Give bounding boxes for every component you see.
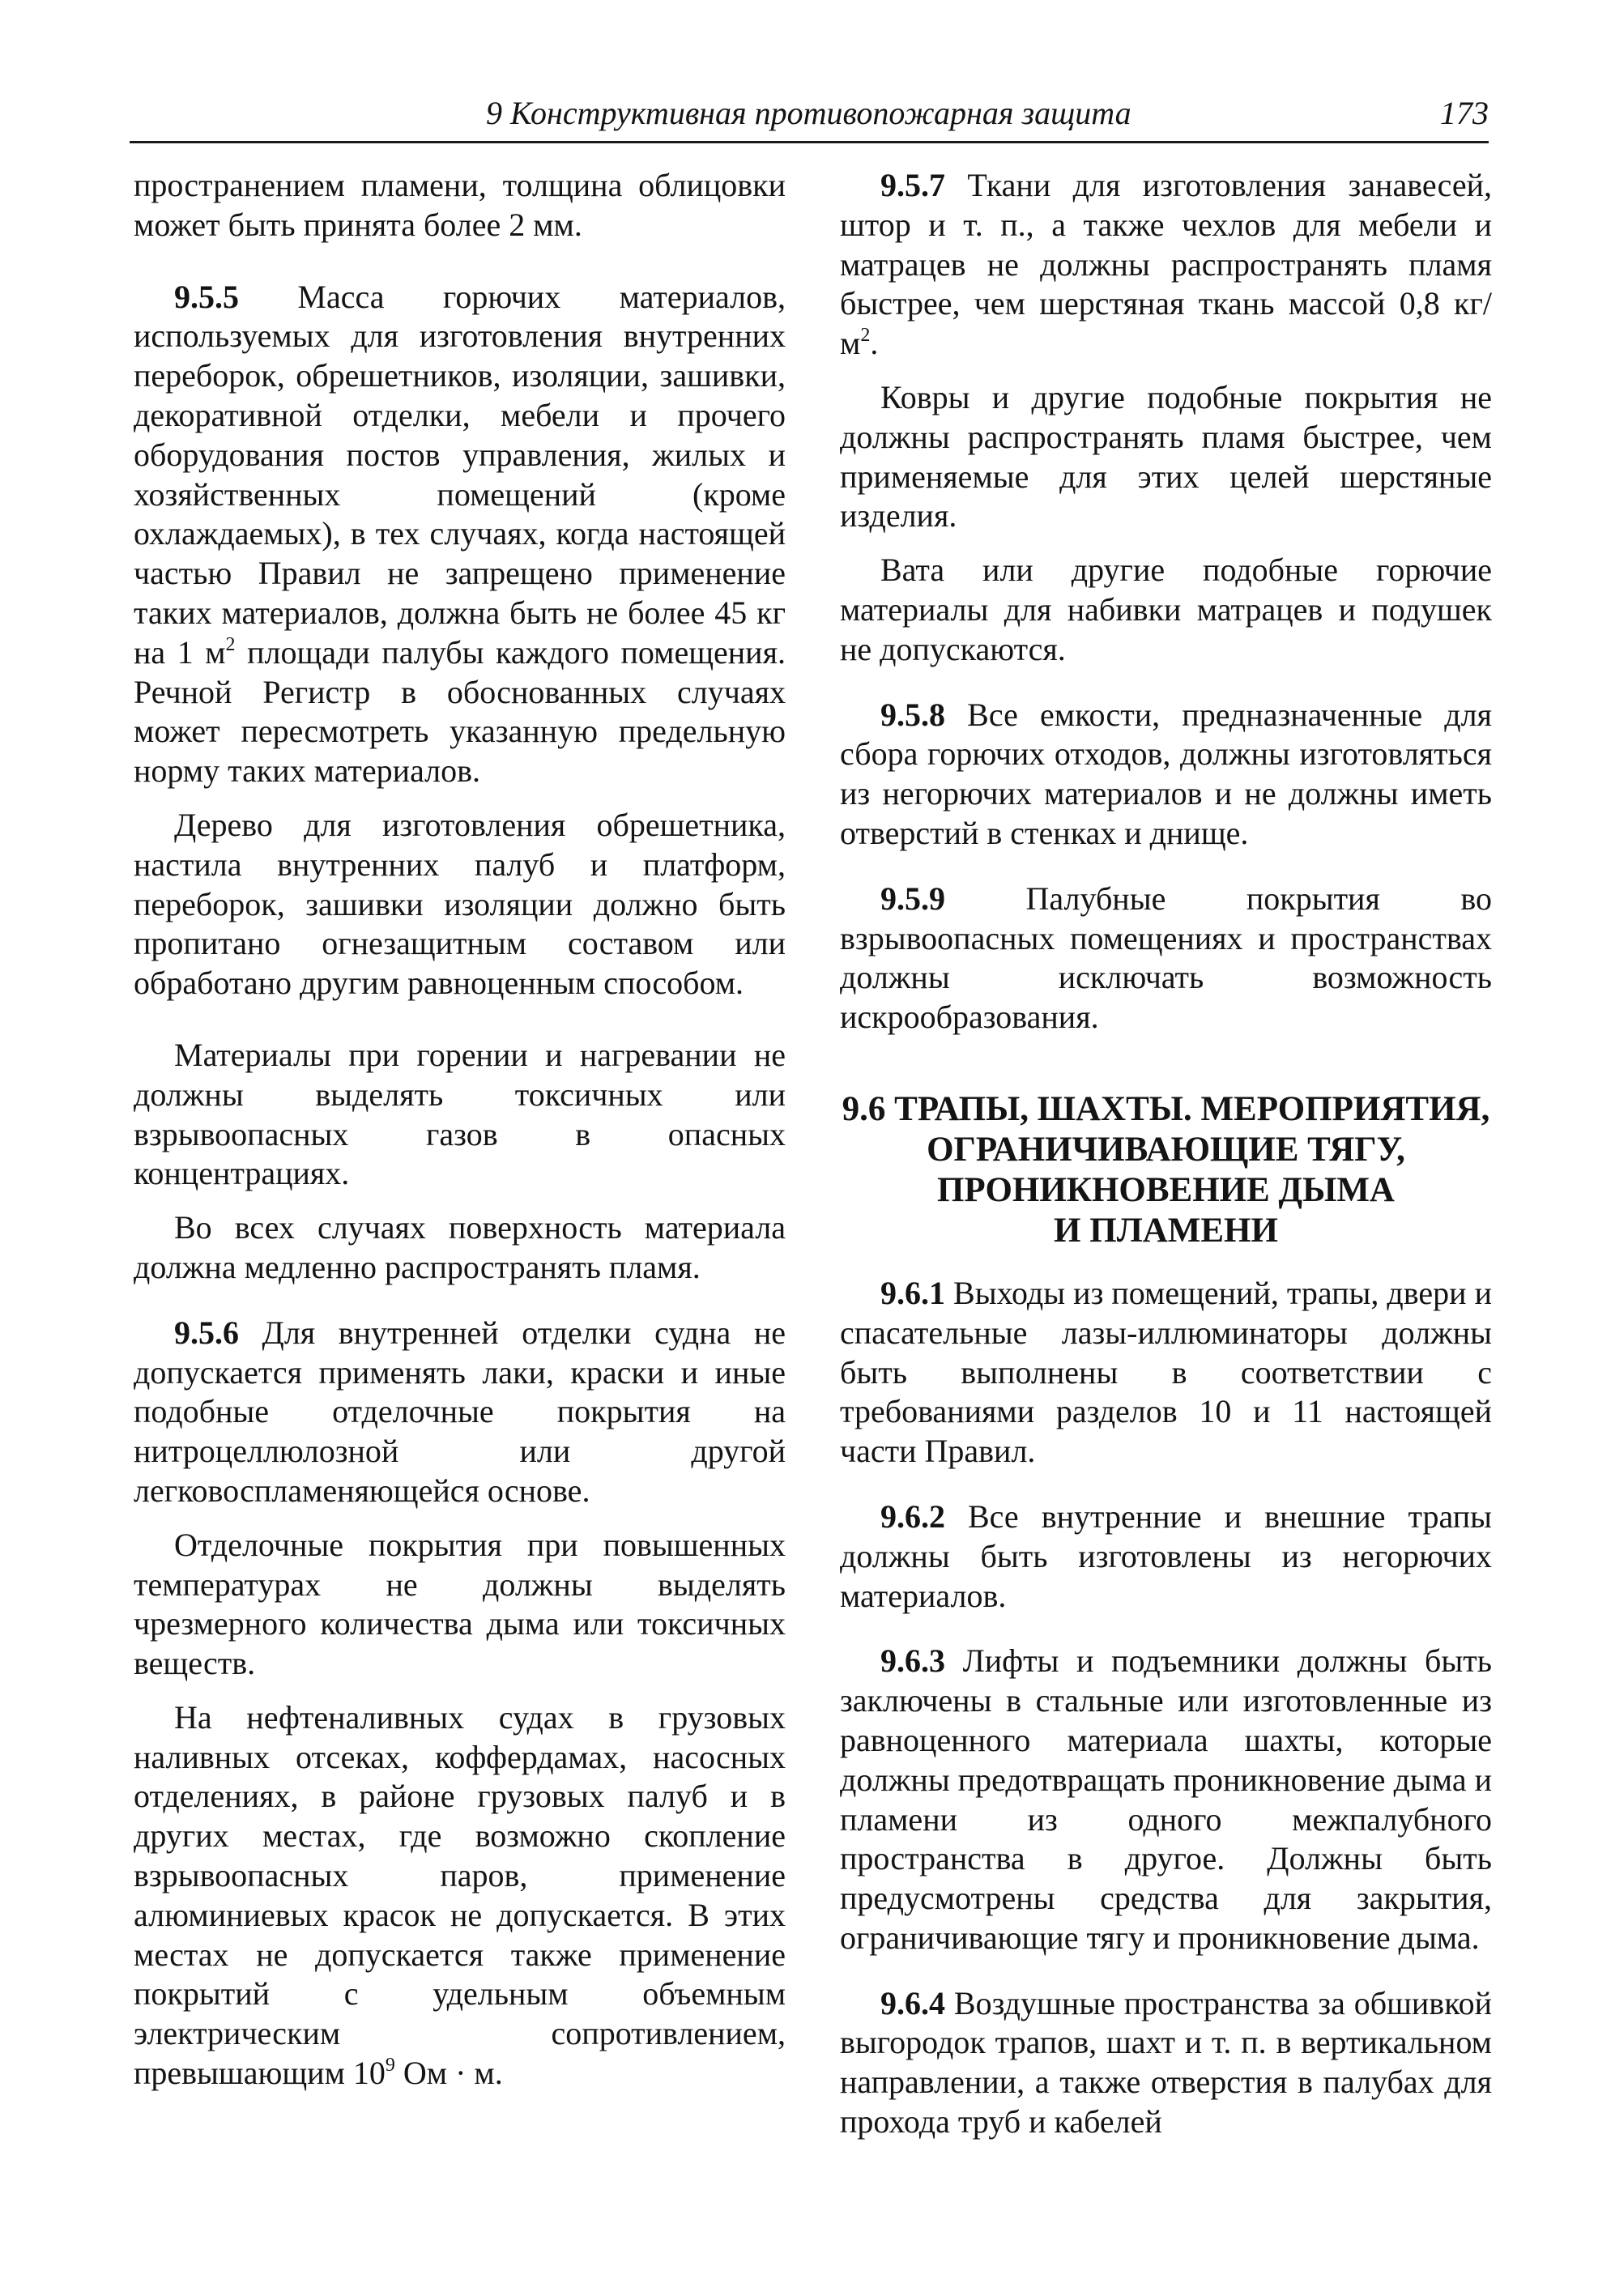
clause-9-5-6: 9.5.6 Для внутренней отделки судна не допускается применять лаки, краски и иные подобные отделочные покрытия на нитроцеллюлозной или другой легковоспламеняющейся основе. [134,1314,786,1509]
paragraph-finish: Отделочные покрытия при повышенных температурах не должны выделять чрезмерного количества дыма или токсичных веществ. [134,1526,786,1682]
clause-9-6-3: 9.6.3 Лифты и подъемники должны быть заключены в стальные или изготовленные из равноценного материала шахты, которые должны предотвращать проникновение дыма и пламени из одного межпалубного пространства в другое. Должны быть предусмотрены средства для закрытия, ограничивающие тягу и проникновение дыма. [840,1642,1492,1956]
clause-9-5-9: 9.5.9 Палубные покрытия во взрывоопасных помещениях и пространствах должны исключать возможность искрообразования. [840,880,1492,1036]
paragraph-surface: Во всех случаях поверхность материала должна медленно распространять пламя. [134,1209,786,1285]
clause-9-6-4: 9.6.4 Воздушные пространства за обшивкой выгородок трапов, шахт и т. п. в вертикальном направлении, а также отверстия в палубах для прохода труб и кабелей [840,1984,1492,2141]
page-number: 173 [1440,95,1489,131]
clause-number: 9.5.7 [880,167,945,203]
clause-number: 9.5.9 [880,880,945,917]
clause-9-5-8: 9.5.8 Все емкости, предназначенные для сбора горючих отходов, должны изготовляться из негорючих материалов и не должны иметь отверстий в стенках и днище. [840,696,1492,851]
clause-number: 9.5.5 [174,278,239,315]
clause-number: 9.6.1 [880,1274,945,1311]
header-title: 9 Конструктивная противопожарная защита [486,95,1131,131]
paragraph-wool: Вата или другие подобные горючие материалы для набивки матрацев и подушек не допускаются. [840,552,1492,667]
clause-9-6-2: 9.6.2 Все внутренние и внешние трапы должны быть изготовлены из негорючих материалов. [840,1497,1492,1614]
clause-9-6-1: 9.6.1 Выходы из помещений, трапы, двери и спасательные лазы-иллюминаторы должны быть выполнены в соответствии с требованиями разделов 10 и 11 настоящей части Правил. [840,1274,1492,1470]
clause-9-5-7: 9.5.7 Ткани для изготовления занавесей, штор и т. п., а также чехлов для мебели и матрацев не должны распространять пламя быстрее, чем шерстяная ткань массой 0,8 $кг/м^2$. [840,167,1492,362]
clause-number: 9.6.4 [880,1984,945,2021]
clause-number: 9.6.2 [880,1497,945,1535]
clause-9-5-5: 9.5.5 Масса горючих материалов, используемых для изготовления внутренних переборок, обрешетников, изоляции, зашивки, декоративной отделки, мебели и прочего оборудования постов управления, жилых и хозяйственных помещений (кроме охлаждаемых), в тех случаях, когда настоящей частью Правил не запрещено применение таких материалов, должна быть не более 45 кг на 1 $м^2$ площади палубы каждого помещения. Речной Регистр в обоснованных случаях может пересмотреть указанную предельную норму таких материалов. [134,278,786,790]
paragraph-carpets: Ковры и другие подобные покрытия не должны распространять пламя быстрее, чем применяемые для этих целей шерстяные изделия. [840,378,1492,535]
paragraph-continuation: пространением пламени, толщина облицовки может быть принята более 2 мм. [134,167,786,243]
left-column [134,166,786,2094]
clause-number: 9.5.8 [880,696,945,733]
right-column [840,166,1492,2142]
running-header [130,91,1489,143]
clause-number: 9.5.6 [174,1314,239,1351]
paragraph-toxic: Материалы при горении и нагревании не должны выделять токсичных или взрывоопасных газов в опасных концентрациях. [134,1036,786,1192]
paragraph-wood: Дерево для изготовления обрешетника, настила внутренних палуб и платформ, переборок, зашивки изоляции должно быть пропитано огнезащитным составом или обработано другим равноценным способом. [134,806,786,1002]
clause-number: 9.6.3 [880,1642,945,1680]
paragraph-tanker: На нефтеналивных судах в грузовых наливных отсеках, коффердамах, насосных отделениях, в районе грузовых палуб и в других местах, где возможно скопление взрывоопасных паров, применение алюминиевых красок не допускается. В этих местах не допускается также применение покрытий с удельным объемным электрическим сопротивлением, превышающим $10^9$ Ом · м. [134,1698,786,2092]
section-heading-9-6: 9.6 ТРАПЫ, ШАХТЫ. МЕРОПРИЯТИЯ, ОГРАНИЧИВАЮЩИЕ ТЯГУ, ПРОНИКНОВЕНИЕ ДЫМА И ПЛАМЕНИ [842,1089,1490,1250]
